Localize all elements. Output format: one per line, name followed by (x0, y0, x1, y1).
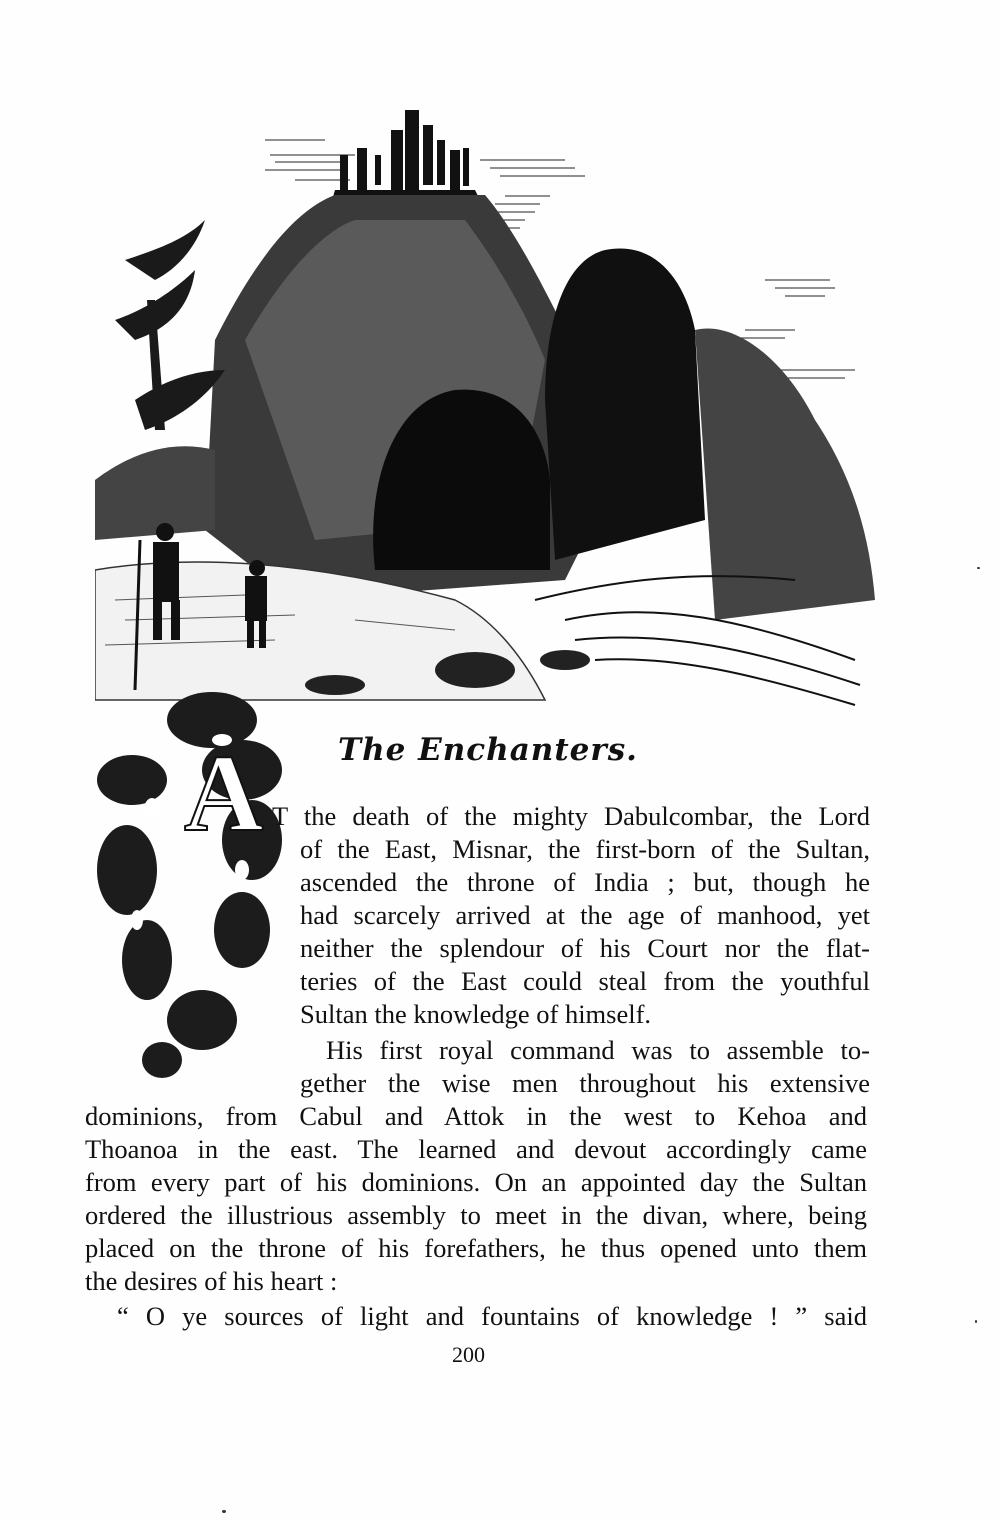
text-line: T the death of the mighty Dabulcombar, the Lord (272, 801, 870, 831)
text-line: from every part of his dominions. On an appointed day the Sultan (85, 1167, 867, 1197)
text-line: placed on the throne of his forefathers, he thus opened unto them (85, 1233, 867, 1263)
foliage-ornament (92, 690, 292, 1090)
text-line: dominions, from Cabul and Attok in the west to Kehoa and (85, 1101, 867, 1131)
scan-speck (222, 1510, 226, 1513)
text-line: of the East, Misnar, the first-born of the Sultan, (300, 834, 870, 864)
scan-speck (977, 567, 980, 569)
chapter-title: The Enchanters. (338, 732, 638, 768)
text-line: ascended the throne of India ; but, though he (300, 867, 870, 897)
page-number: 200 (452, 1342, 485, 1367)
mountain-fortress-engraving (95, 100, 875, 720)
text-line: His first royal command was to assemble to- (326, 1035, 870, 1065)
text-line: “ O ye sources of light and fountains of knowledge ! ” said (117, 1301, 867, 1331)
drop-cap: A (184, 732, 264, 854)
text-line: ordered the illustrious assembly to meet in the divan, where, being (85, 1200, 867, 1230)
text-line: teries of the East could steal from the youthful (300, 966, 870, 996)
text-line: neither the splendour of his Court nor the flat- (300, 933, 870, 963)
scan-speck (975, 1320, 977, 1323)
text-line: had scarcely arrived at the age of manhood, yet (300, 900, 870, 930)
text-line: Thoanoa in the east. The learned and devout accordingly came (85, 1134, 867, 1164)
text-line: the desires of his heart : (85, 1266, 338, 1296)
text-line: gether the wise men throughout his extensive (300, 1068, 870, 1098)
text-line: Sultan the knowledge of himself. (300, 999, 652, 1029)
